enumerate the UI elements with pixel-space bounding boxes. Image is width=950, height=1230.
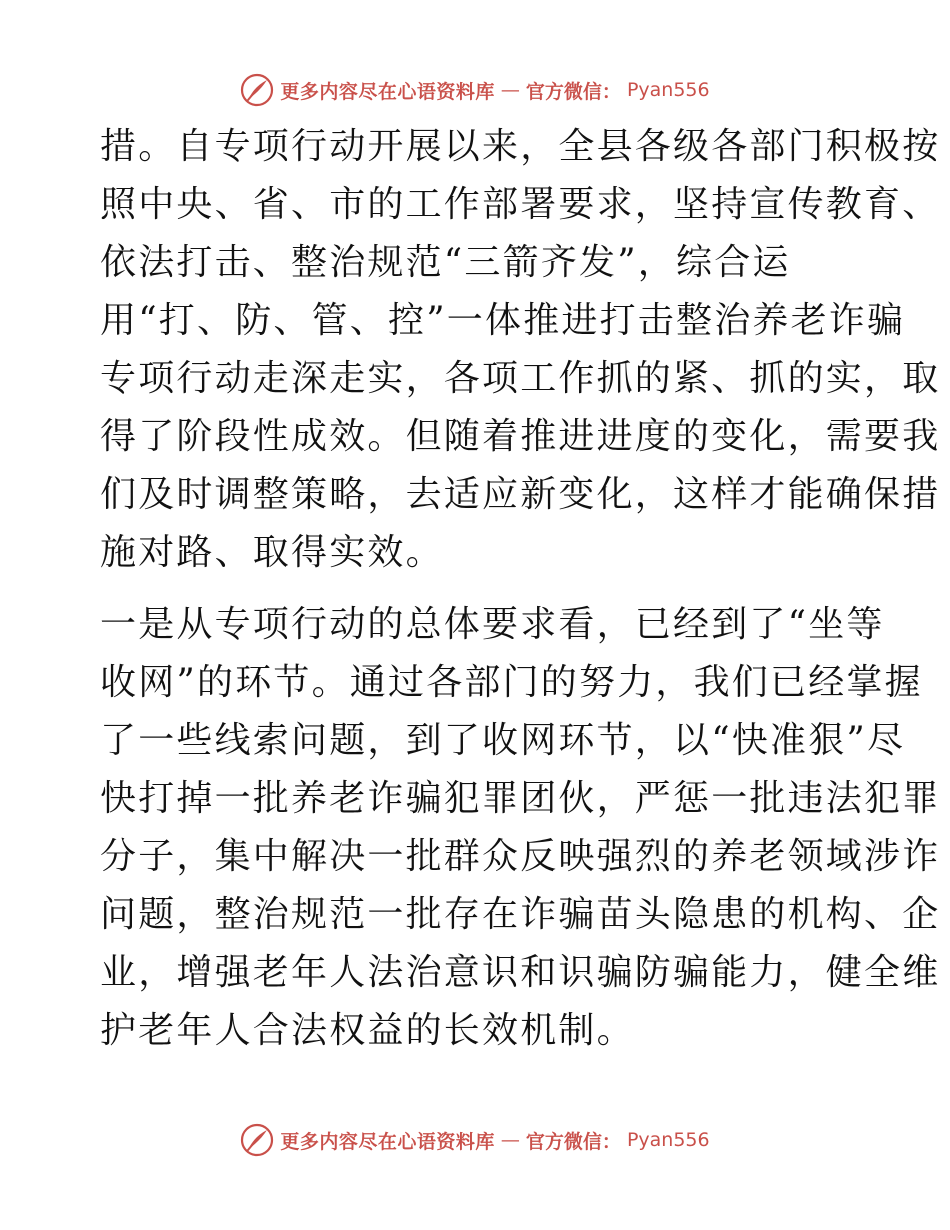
text-line: 了一些线索问题，到了收网环节，以“快准狠”尽 — [100, 720, 906, 761]
text-line: 们及时调整策略，去适应新变化，这样才能确保措 — [100, 474, 941, 515]
text-line: 照中央、省、市的工作部署要求，坚持宣传教育、 — [100, 184, 941, 225]
quill-pen-logo-icon — [240, 1123, 274, 1157]
paragraph-1 — [100, 118, 941, 582]
text-line: 依法打击、整治规范“三箭齐发”，综合运 — [100, 242, 791, 283]
watermark-text: 更多内容尽在心语资料库 — [280, 80, 495, 103]
text-line: 措。自专项行动开展以来，全县各级各部门积极按 — [100, 126, 941, 167]
text-line: 得了阶段性成效。但随着推进进度的变化，需要我 — [100, 416, 941, 457]
text-line: 问题，整治规范一批存在诈骗苗头隐患的机构、企 — [100, 894, 941, 935]
watermark-wechat-label: 官方微信： — [525, 80, 621, 103]
document-body — [100, 118, 941, 1060]
text-line: 业，增强老年人法治意识和识骗防骗能力，健全维 — [100, 952, 941, 993]
watermark-wechat-label: 官方微信： — [525, 1130, 621, 1153]
watermark-separator: — — [500, 1129, 520, 1151]
text-line: 快打掉一批养老诈骗犯罪团伙，严惩一批违法犯罪 — [100, 778, 941, 819]
text-line: 一是从专项行动的总体要求看，已经到了“坐等 — [100, 604, 885, 645]
quill-pen-logo-icon — [240, 73, 274, 107]
paragraph-2 — [100, 596, 941, 1060]
watermark-text: 更多内容尽在心语资料库 — [280, 1130, 495, 1153]
watermark-wechat-id: Pyan556 — [626, 79, 710, 101]
header-watermark — [0, 72, 950, 108]
footer-watermark — [0, 1122, 950, 1158]
text-line: 施对路、取得实效。 — [100, 532, 444, 573]
text-line: 分子，集中解决一批群众反映强烈的养老领域涉诈 — [100, 836, 941, 877]
watermark-separator: — — [500, 79, 520, 101]
watermark-wechat-id: Pyan556 — [626, 1129, 710, 1151]
text-line: 专项行动走深走实，各项工作抓的紧、抓的实，取 — [100, 358, 941, 399]
text-line: 用“打、防、管、控”一体推进打击整治养老诈骗 — [100, 300, 906, 341]
text-line: 收网”的环节。通过各部门的努力，我们已经掌握 — [100, 662, 923, 703]
text-line: 护老年人合法权益的长效机制。 — [100, 1010, 635, 1051]
